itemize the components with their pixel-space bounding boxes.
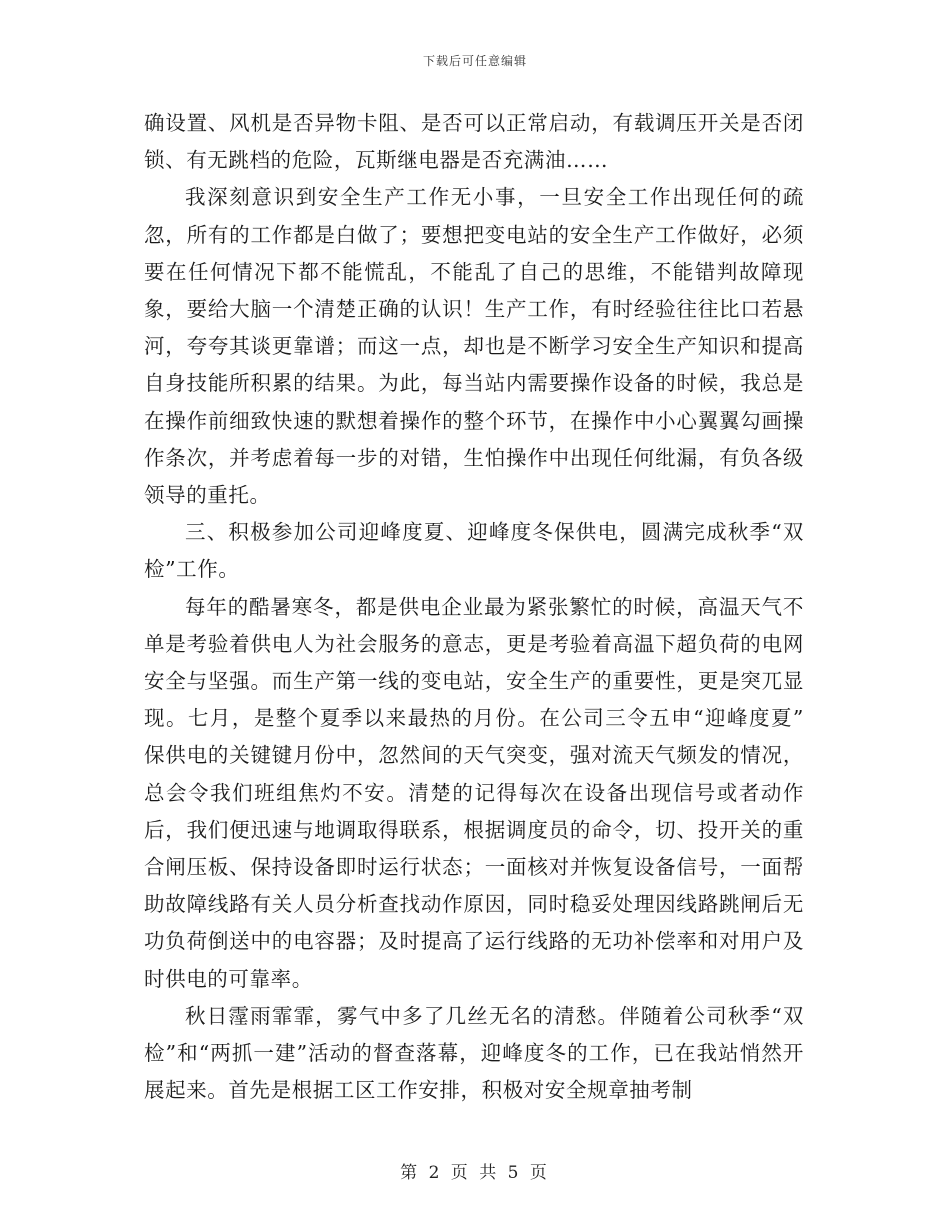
paragraph-summer-peak: 每年的酷暑寒冬，都是供电企业最为紧张繁忙的时候，高温天气不单是考验着供电人为社会服务的意志，更是考验着高温下超负荷的电网安全与坚强。而生产第一线的变电站，安全生产的重要性，更是突兀显现。七月，是整个夏季以来最热的月份。在公司三令五申“迎峰度夏” 保供电的关键键月份中，忽然间的天气突变，强对流天气频发的情况，总会令我们班组焦灼不安。清楚的记得每次在设备出现信号或者动作后，我们便迅速与地调取得联系，根据调度员的命令，切、投开关的重合闸压板、保持设备即时运行状态；一面核对并恢复设备信号，一面帮助故障线路有关人员分析查找动作原因，同时稳妥处理因线路跳闸后无功负荷倒送中的电容器；及时提高了运行线路的无功补偿率和对用户及时供电的可靠率。 [144, 594, 804, 991]
page-number-footer: 第 2 页 共 5 页 [400, 1163, 550, 1183]
paragraph-safety-awareness: 我深刻意识到安全生产工作无小事，一旦安全工作出现任何的疏忽，所有的工作都是白做了；要想把变电站的安全生产工作做好，必须要在任何情况下都不能慌乱，不能乱了自己的思维，不能错判故障现象，要给大脑一个清楚正确的认识！生产工作，有时经验往往比口若悬河，夸夸其谈更靠谱；而这一点，却也是不断学习安全生产知识和提高自身技能所积累的结果。为此，每当站内需要操作设备的时候，我总是在操作前细致快速的默想着操作的整个环节，在操作中小心翼翼勾画操作条次，并考虑着每一步的对错，生怕操作中出现任何纰漏，有负各级领导的重托。 [144, 185, 804, 508]
document-body [144, 105, 804, 1109]
paragraph-autumn-inspection: 秋日霪雨霏霏，雾气中多了几丝无名的清愁。伴随着公司秋季“双检”和“两抓一建”活动的督查落幕，迎峰度冬的工作，已在我站悄然开展起来。首先是根据工区工作安排，积极对安全规章抽考制 [144, 1003, 804, 1103]
section-heading-peak-supply: 三、积极参加公司迎峰度夏、迎峰度冬保供电，圆满完成秋季“双检”工作。 [144, 520, 804, 582]
page-header-note: 下载后可任意编辑 [422, 54, 527, 68]
paragraph-continuation: 确设置、风机是否异物卡阻、是否可以正常启动，有载调压开关是否闭锁、有无跳档的危险，瓦斯继电器是否充满油…… [144, 111, 804, 173]
